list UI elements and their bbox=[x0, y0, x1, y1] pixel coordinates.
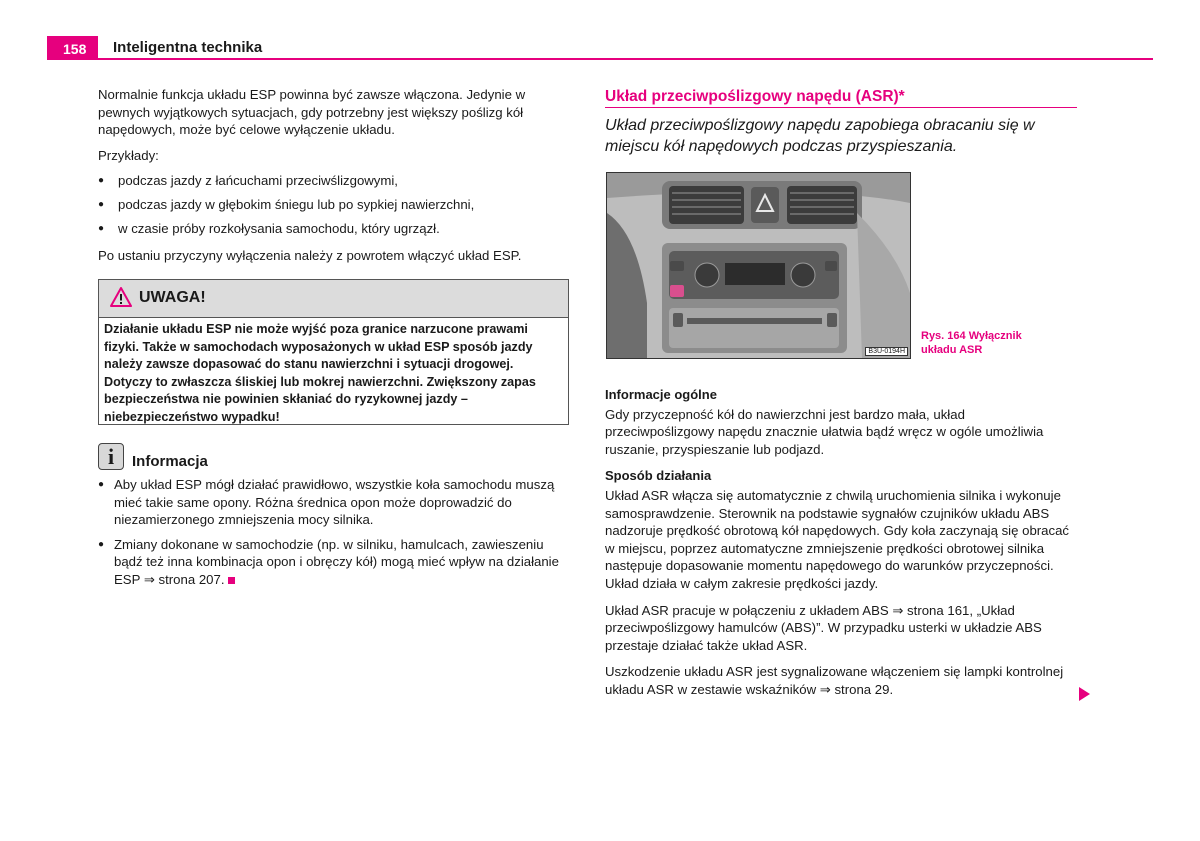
dashboard-photo bbox=[607, 173, 910, 358]
asr-title: Układ przeciwpoślizgowy napędu (ASR)* bbox=[605, 88, 905, 105]
asr-body bbox=[605, 386, 1077, 708]
general-heading: Informacje ogólne bbox=[605, 387, 717, 402]
esp-reenable-paragraph: Po ustaniu przyczyny wyłączenia należy z powrotem włączyć układ ESP. bbox=[98, 248, 522, 264]
warning-box bbox=[98, 279, 569, 425]
caption-line: układu ASR bbox=[921, 344, 983, 356]
end-marker-icon bbox=[228, 577, 235, 584]
operation-heading: Sposób działania bbox=[605, 468, 712, 484]
info-body bbox=[98, 476, 570, 596]
asr-switch-figure bbox=[606, 172, 911, 359]
list-item: ● podczas jazdy z łańcuchami przeciwślizgowymi, bbox=[98, 172, 570, 190]
asr-intro: Układ przeciwpoślizgowy napędu zapobiega obracaniu się w miejscu kół napędowych podczas przyspieszania. bbox=[605, 117, 1035, 155]
list-item: ● w czasie próby rozkołysania samochodu, który ugrzązł. bbox=[98, 220, 570, 238]
header-rule bbox=[47, 58, 1153, 60]
esp-paragraph: Normalnie funkcja układu ESP powinna być zawsze włączona. Jedynie w pewnych wyjątkowych sytuacjach, gdy potrzebny jest większy poślizg kół napędowych, może być celowe wyłączenie układu. bbox=[98, 87, 526, 138]
warning-header bbox=[99, 280, 568, 318]
warning-triangle-icon bbox=[110, 286, 132, 308]
examples-label: Przykłady: bbox=[98, 147, 159, 163]
next-page-arrow-icon bbox=[1079, 687, 1090, 701]
page-number: 158 bbox=[47, 36, 98, 60]
general-text: Gdy przyczepność kół do nawierzchni jest bardzo mała, układ przeciwpoślizgowy napędu znacznie ułatwia bądź wręcz w ogóle umożliwia ruszanie, przyspieszanie lub podjazd. bbox=[605, 406, 1044, 457]
figure-caption bbox=[921, 329, 1022, 357]
operation-text: Układ ASR włącza się automatycznie z chwilą uruchomienia silnika i wykonuje samosprawdzenie. Sterownik na podstawie sygnałów czujników układu ABS nadzoruje prędkość obrotową kół napędowych. Gdy koła zaczynają się obracać w miejscu, poprzez automatyczne zmniejszenie prędkości obrotowej silnika następuje dopasowanie momentu napędowego do warunków przyczepności. Układ działa w całym zakresie prędkości jazdy. bbox=[605, 487, 1070, 591]
caption-line: Rys. 164 Wyłącznik bbox=[921, 330, 1022, 342]
info-bullet-text: Zmiany dokonane w samochodzie (np. w silniku, hamulcach, zawieszeniu bądź też inna kombinacja opon i obręczy kół) mogą mieć wpływ na działanie ESP ⇒ strona 207. bbox=[114, 536, 559, 587]
list-item bbox=[98, 536, 570, 589]
list-item: ● Aby układ ESP mógł działać prawidłowo, wszystkie koła samochodu muszą mieć takie same opony. Różna średnica opon może doprowadzić do niezamierzonego zmniejszenia mocy silnika. bbox=[98, 476, 570, 529]
operation-text: Uszkodzenie układu ASR jest sygnalizowane włączeniem się lampki kontrolnej układu ASR w zestawie wskaźników ⇒ strona 29. bbox=[605, 664, 1064, 697]
left-column bbox=[98, 86, 570, 273]
section-title: Inteligentna technika bbox=[113, 39, 263, 56]
warning-text: Działanie układu ESP nie może wyjść poza granice narzucone prawami fizyki. Także w samochodach wyposażonych w układ ESP sposób jazdy należy zawsze dopasować do stanu nawierzchni i sytuacji drogowej. Dotyczy to zwłaszcza śliskiej lub mokrej nawierzchni. Zwiększony zapas bezpieczeństwa nie powinien skłaniać do ryzykownej jazdy – niebezpieczeństwo wypadku! bbox=[104, 322, 536, 424]
asr-title-rule bbox=[605, 107, 1077, 108]
warning-title: UWAGA! bbox=[139, 289, 206, 306]
info-icon: i bbox=[98, 443, 124, 470]
figure-code: B3U-0194H bbox=[865, 347, 908, 356]
operation-text: Układ ASR pracuje w połączeniu z układem ABS ⇒ strona 161, „Układ przeciwpoślizgowy hamulców (ABS)”. W przypadku usterki w układzie ABS przestaje działać także układ ASR. bbox=[605, 602, 1042, 653]
info-title: Informacja bbox=[132, 453, 208, 470]
list-item: ● podczas jazdy w głębokim śniegu lub po sypkiej nawierzchni, bbox=[98, 196, 570, 214]
